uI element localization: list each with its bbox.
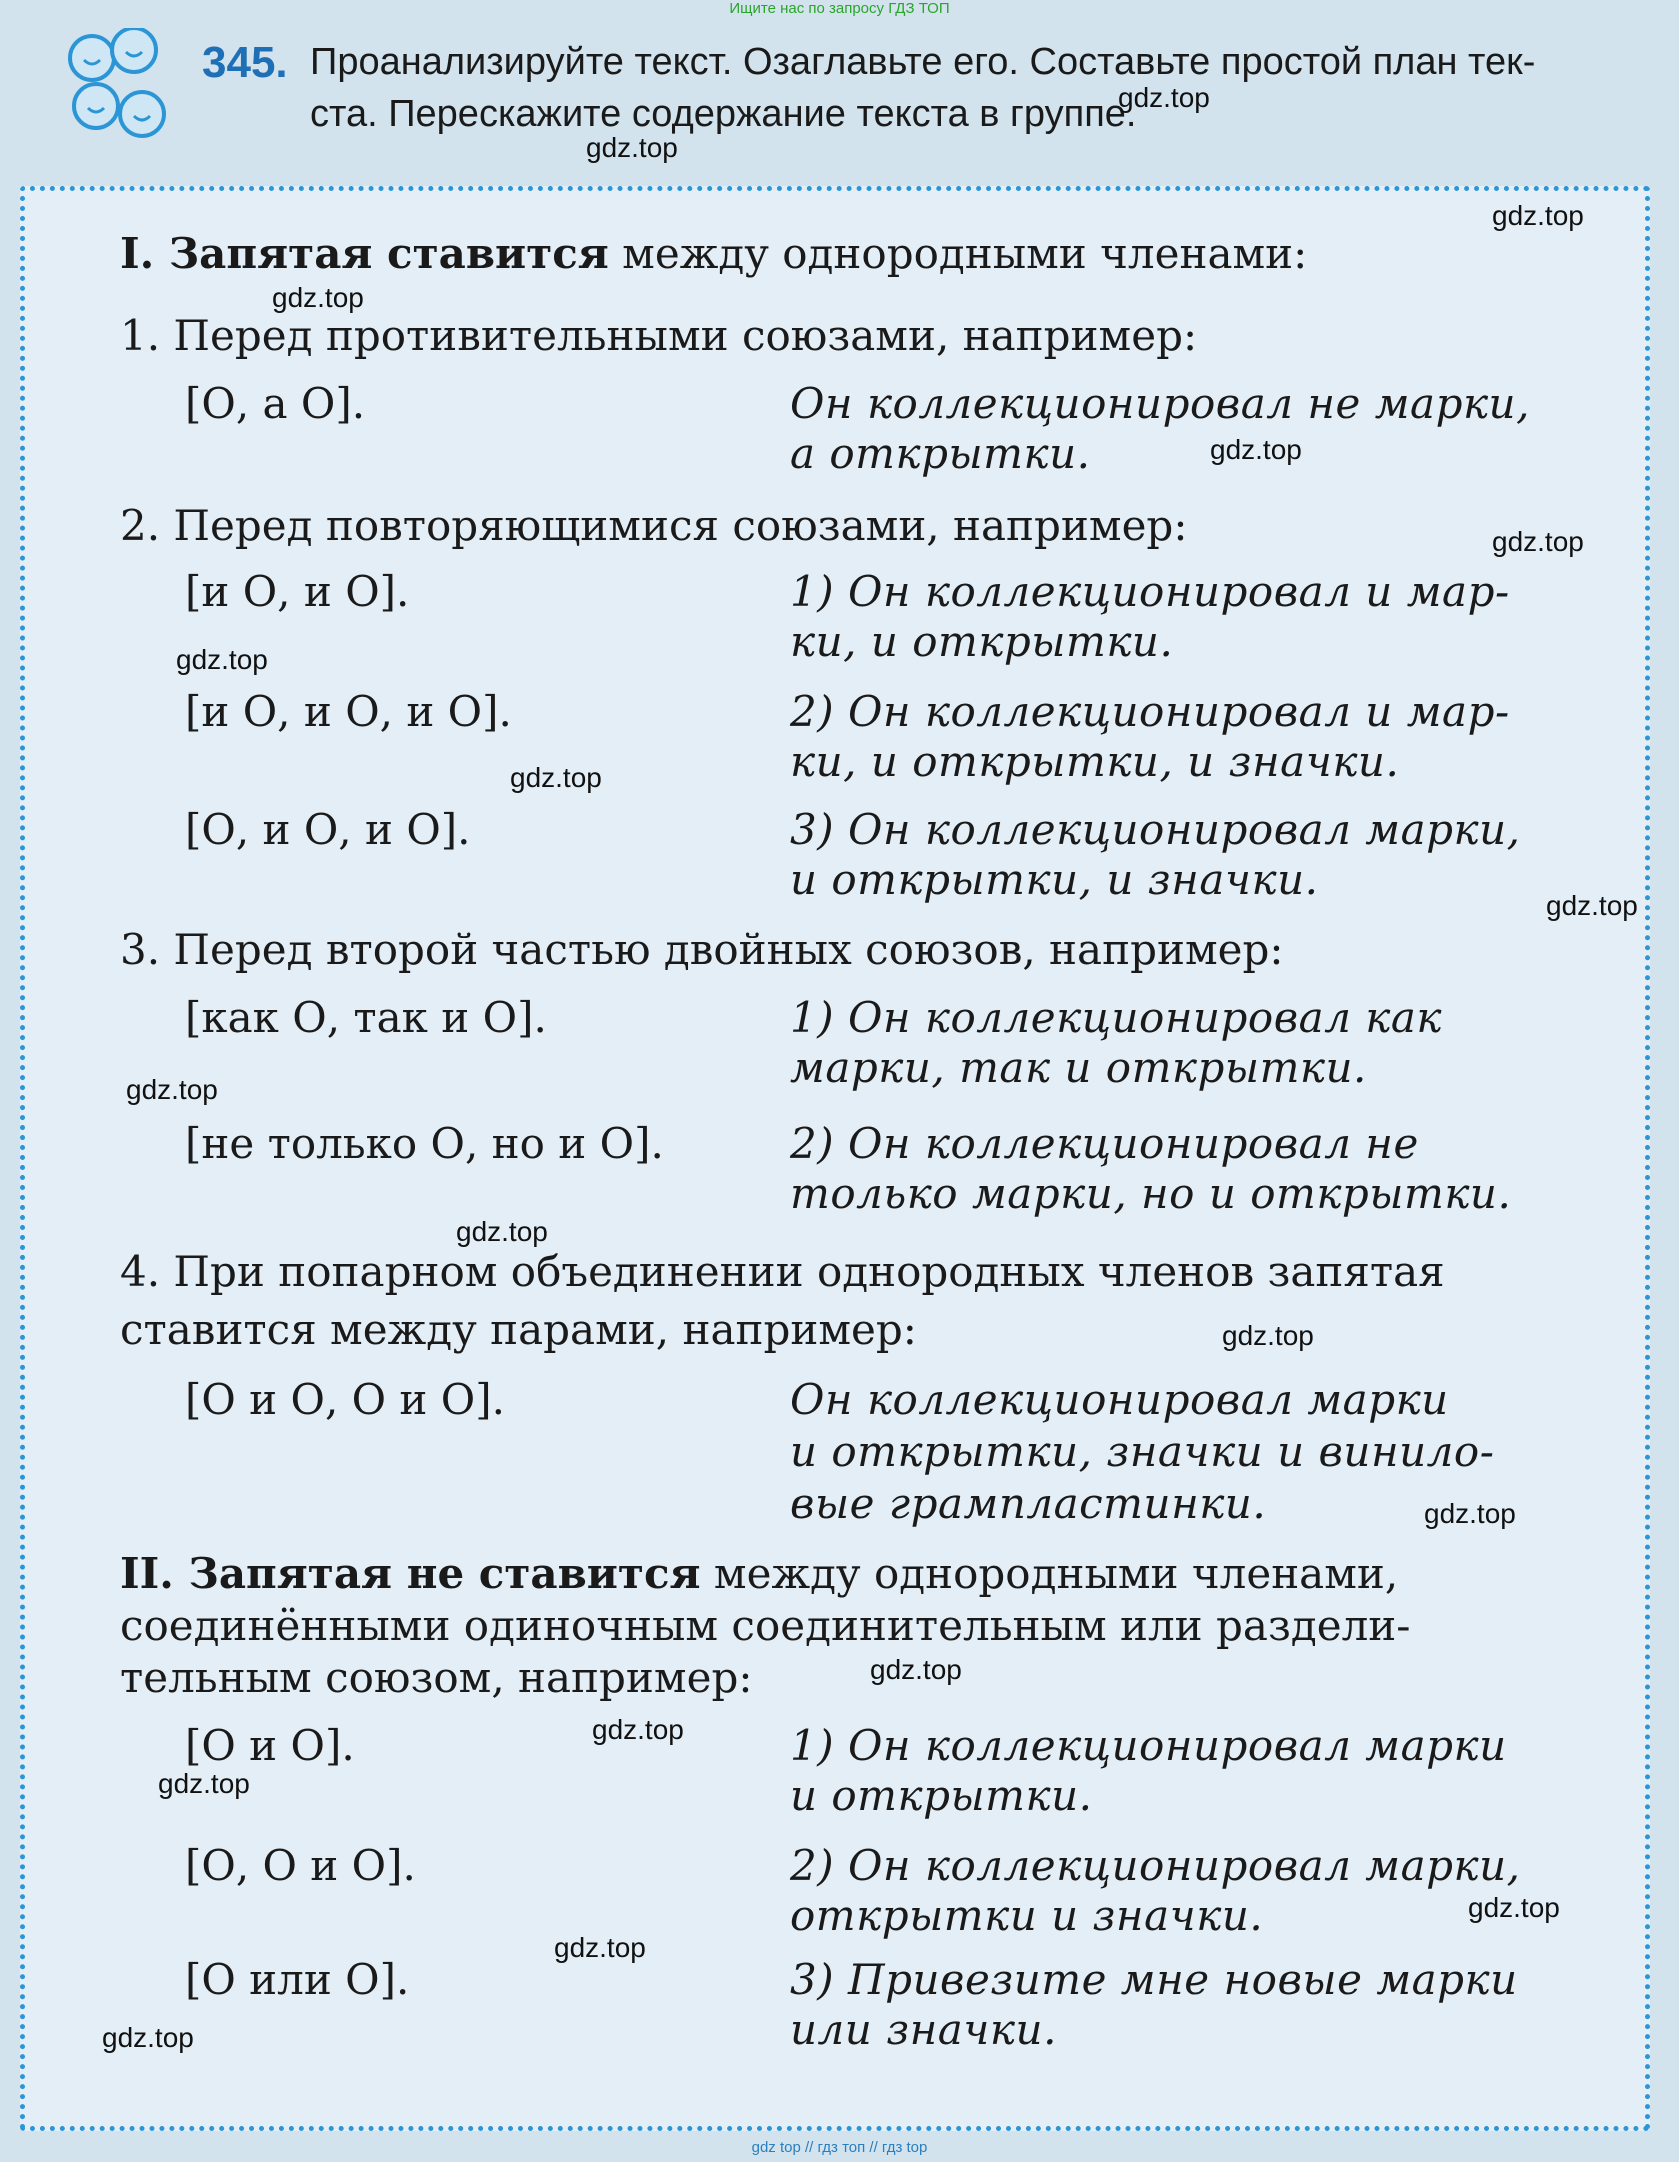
watermark: gdz.top <box>586 132 678 163</box>
section2-title-bold: II. Запятая не ставится <box>120 1549 701 1598</box>
watermark: gdz.top <box>1492 526 1584 557</box>
section2-example2-line2: открытки и значки. <box>790 1891 1264 1940</box>
watermark: gdz.top <box>1546 890 1638 921</box>
item3-heading: 3. Перед второй частью двойных союзов, например: <box>120 925 1284 974</box>
watermark: gdz.top <box>1468 1892 1560 1923</box>
section1-title-bold: I. Запятая ставится <box>120 229 609 278</box>
item3-example2-line2: только марки, но и открытки. <box>790 1169 1512 1218</box>
section1-title-rest: между однородными членами: <box>608 229 1308 278</box>
section2-scheme2: [О, О и О]. <box>185 1841 416 1890</box>
item2-scheme1: [и О, и О]. <box>185 567 410 616</box>
bottom-banner: gdz top // гдз топ // гдз top <box>751 2139 928 2156</box>
watermark: gdz.top <box>592 1714 684 1745</box>
item2-example3-line2: и открытки, и значки. <box>790 855 1319 904</box>
item1-example-line2: а открытки. <box>790 429 1091 478</box>
section2-scheme3: [О или О]. <box>185 1955 410 2004</box>
item1-scheme: [О, а О]. <box>185 379 366 428</box>
watermark: gdz.top <box>1210 434 1302 465</box>
section2-example3-line2: или значки. <box>790 2005 1057 2054</box>
group-work-icon <box>62 28 202 148</box>
section2-example1-line1: 1) Он коллекционировал марки <box>790 1721 1507 1770</box>
item1-heading: 1. Перед противительными союзами, например: <box>120 311 1198 360</box>
item4-heading-line2: ставится между парами, например: <box>120 1305 917 1354</box>
watermark: gdz.top <box>1424 1498 1516 1529</box>
item4-heading-line1: 4. При попарном объединении однородных членов запятая <box>120 1247 1445 1296</box>
watermark: gdz.top <box>870 1654 962 1685</box>
item3-scheme1: [как О, так и О]. <box>185 993 547 1042</box>
watermark: gdz.top <box>102 2022 194 2053</box>
section2-title-line3: тельным союзом, например: <box>120 1653 753 1702</box>
item1-example-line1: Он коллекционировал не марки, <box>790 379 1530 428</box>
watermark: gdz.top <box>456 1216 548 1247</box>
watermark: gdz.top <box>1222 1320 1314 1351</box>
task-text-line2: ста. Перескажите содержание текста в группе. <box>310 93 1137 135</box>
item2-heading: 2. Перед повторяющимися союзами, например: <box>120 501 1188 550</box>
watermark: gdz.top <box>1118 82 1210 113</box>
item4-example-line3: вые грампластинки. <box>790 1479 1267 1528</box>
watermark: gdz.top <box>176 644 268 675</box>
section2-example3-line1: 3) Привезите мне новые марки <box>790 1955 1518 2004</box>
task-header <box>62 28 1642 178</box>
top-banner: Ищите нас по запросу ГДЗ ТОП <box>729 0 950 17</box>
section2-scheme1: [О и О]. <box>185 1721 355 1770</box>
item2-example1-line1: 1) Он коллекционировал и мар- <box>790 567 1510 616</box>
item4-example-line1: Он коллекционировал марки <box>790 1375 1449 1424</box>
item2-example3-line1: 3) Он коллекционировал марки, <box>790 805 1521 854</box>
task-number: 345. <box>202 38 288 87</box>
item3-scheme2: [не только О, но и О]. <box>185 1119 664 1168</box>
section1-title <box>120 228 1307 280</box>
watermark: gdz.top <box>126 1074 218 1105</box>
section2-title-line2: соединёнными одиночным соединительным или раздели- <box>120 1601 1411 1650</box>
watermark: gdz.top <box>272 282 364 313</box>
section2-title-rest: между однородными членами, <box>700 1549 1399 1598</box>
section2-example1-line2: и открытки. <box>790 1771 1093 1820</box>
task-text-line1: Проанализируйте текст. Озаглавьте его. Составьте простой план тек- <box>310 41 1536 83</box>
watermark: gdz.top <box>158 1768 250 1799</box>
item2-scheme2: [и О, и О, и О]. <box>185 687 512 736</box>
item3-example2-line1: 2) Он коллекционировал не <box>790 1119 1419 1168</box>
section2-title-line1 <box>120 1548 1398 1600</box>
section2-example2-line1: 2) Он коллекционировал марки, <box>790 1841 1521 1890</box>
watermark: gdz.top <box>554 1932 646 1963</box>
item4-scheme: [О и О, О и О]. <box>185 1375 505 1424</box>
item2-scheme3: [О, и О, и О]. <box>185 805 471 854</box>
task-instructions <box>310 36 1640 140</box>
item3-example1-line2: марки, так и открытки. <box>790 1043 1367 1092</box>
watermark: gdz.top <box>510 762 602 793</box>
item2-example2-line2: ки, и открытки, и значки. <box>790 737 1400 786</box>
watermark: gdz.top <box>1492 200 1584 231</box>
item4-example-line2: и открытки, значки и винило- <box>790 1427 1495 1476</box>
item2-example2-line1: 2) Он коллекционировал и мар- <box>790 687 1510 736</box>
item3-example1-line1: 1) Он коллекционировал как <box>790 993 1443 1042</box>
item2-example1-line2: ки, и открытки. <box>790 617 1174 666</box>
